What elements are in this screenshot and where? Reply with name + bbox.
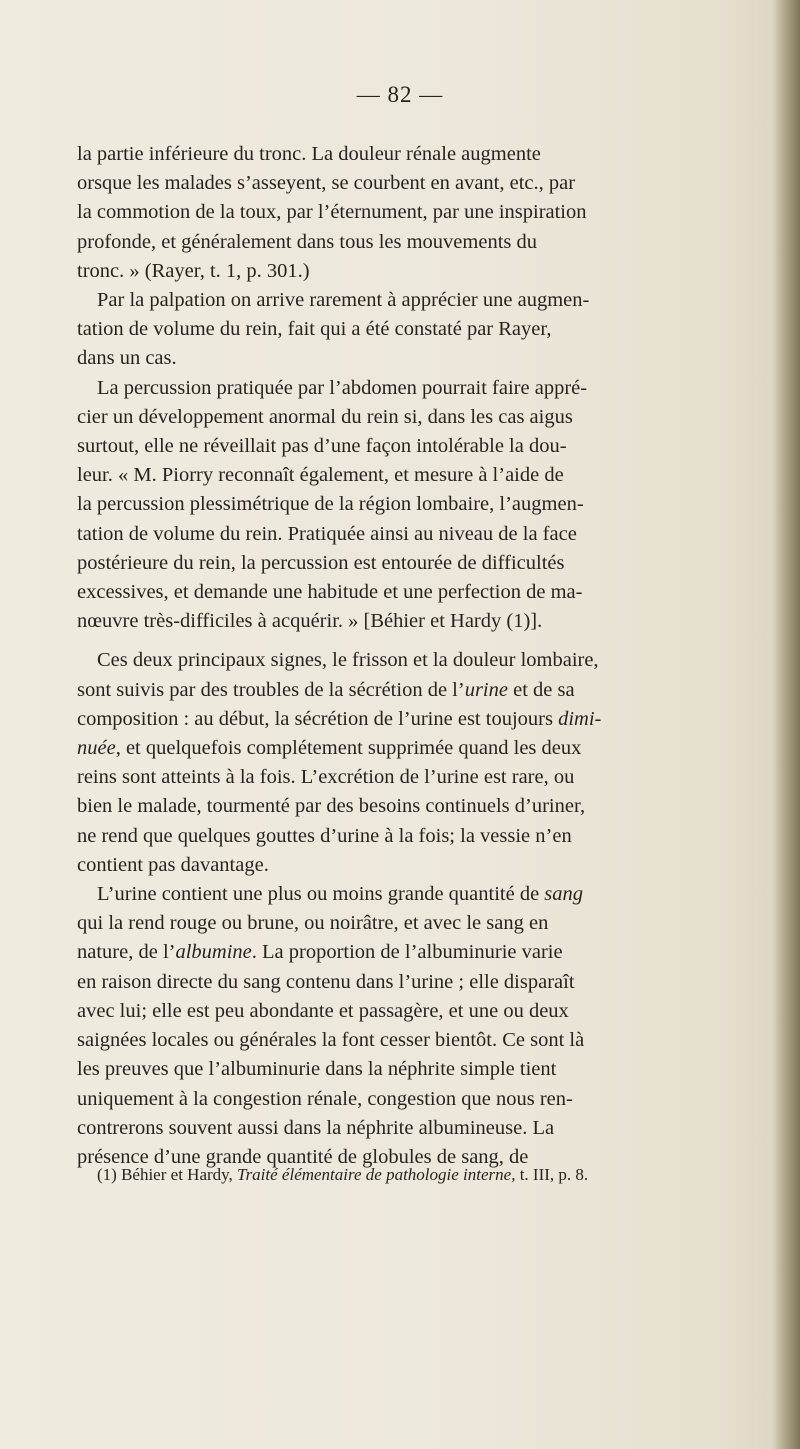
text-line: L’urine contient une plus ou moins grande quantité de sang [97, 883, 584, 906]
text-line: tronc. » (Rayer, t. 1, p. 301.) [77, 259, 310, 282]
paragraph-4 [77, 646, 717, 880]
italic-word: nuée [77, 737, 116, 760]
footnote-ref: t. III, p. 8. [519, 1165, 589, 1184]
footnote [97, 1164, 737, 1186]
text-line: nature, de l’albumine. La proportion de l’albuminurie varie [77, 941, 563, 964]
text-line: nœuvre très-difficiles à acquérir. » [Béhier et Hardy (1)]. [77, 610, 543, 633]
text-line: bien le malade, tourmenté par des besoins continuels d’uriner, [77, 795, 586, 818]
text-line: contrerons souvent aussi dans la néphrite albumineuse. La [77, 1116, 555, 1139]
text-line: orsque les malades s’asseyent, se courbent en avant, etc., par [77, 172, 576, 195]
text-line: uniquement à la congestion rénale, congestion que nous ren- [77, 1087, 573, 1110]
text-line: présence d’une grande quantité de globules de sang, de [77, 1145, 529, 1168]
footnote-authors: Béhier et Hardy, [121, 1165, 233, 1184]
text-line: cier un développement anormal du rein si, dans les cas aigus [77, 405, 573, 428]
text-line: en raison directe du sang contenu dans l’urine ; elle disparaît [77, 970, 575, 993]
paragraph-1 [77, 140, 717, 286]
text-line: avec lui; elle est peu abondante et passagère, et une ou deux [77, 999, 569, 1022]
text-line: surtout, elle ne réveillait pas d’une façon intolérable la dou- [77, 435, 567, 458]
text-line: dans un cas. [77, 347, 177, 370]
italic-word: sang [544, 883, 584, 906]
body-text [77, 140, 717, 1172]
text-line: la partie inférieure du tronc. La douleur rénale augmente [77, 143, 541, 165]
italic-word: dimi- [558, 707, 602, 730]
paragraph-5 [77, 880, 717, 1172]
italic-word: urine [464, 678, 508, 701]
text-line: La percussion pratiquée par l’abdomen pourrait faire appré- [97, 376, 588, 399]
text-line: Par la palpation on arrive rarement à apprécier une augmen- [97, 289, 590, 312]
page-number: — 82 — [356, 82, 444, 107]
text-line: reins sont atteints à la fois. L’excrétion de l’urine est rare, ou [77, 766, 575, 789]
text-line: leur. « M. Piorry reconnaît également, et mesure à l’aide de [77, 464, 564, 487]
text-line: sont suivis par des troubles de la sécrétion de l’urine et de sa [77, 678, 575, 701]
text-line: saignées locales ou générales la font cesser bientôt. Ce sont là [77, 1029, 585, 1052]
text-line: excessives, et demande une habitude et une perfection de ma- [77, 581, 583, 604]
text-line: ne rend que quelques gouttes d’urine à la fois; la vessie n’en [77, 824, 572, 847]
text-line: tation de volume du rein, fait qui a été constaté par Rayer, [77, 318, 552, 341]
text-line: tation de volume du rein. Pratiquée ainsi au niveau de la face [77, 522, 577, 545]
text-line: les preuves que l’albuminurie dans la néphrite simple tient [77, 1058, 557, 1081]
footnote-title: Traité élémentaire de pathologie interne, [237, 1165, 516, 1184]
footnote-marker: (1) [97, 1165, 117, 1184]
paragraph-2 [77, 286, 717, 374]
italic-word: albumine [175, 941, 252, 964]
text-line: contient pas davantage. [77, 853, 269, 876]
paragraph-3 [77, 374, 717, 637]
page-edge-shadow [772, 0, 800, 1449]
text-line: la commotion de la toux, par l’éternument, par une inspiration [77, 201, 587, 224]
text-line: profonde, et généralement dans tous les mouvements du [77, 230, 537, 253]
text-line: Ces deux principaux signes, le frisson et la douleur lombaire, [97, 649, 599, 672]
text-line: postérieure du rein, la percussion est entourée de difficultés [77, 551, 565, 574]
text-line: la percussion plessimétrique de la région lombaire, l’augmen- [77, 493, 584, 516]
text-line: nuée, et quelquefois complétement supprimée quand les deux [77, 737, 582, 760]
text-line: composition : au début, la sécrétion de l’urine est toujours dimi- [77, 707, 602, 730]
text-line: qui la rend rouge ou brune, ou noirâtre, et avec le sang en [77, 912, 549, 935]
